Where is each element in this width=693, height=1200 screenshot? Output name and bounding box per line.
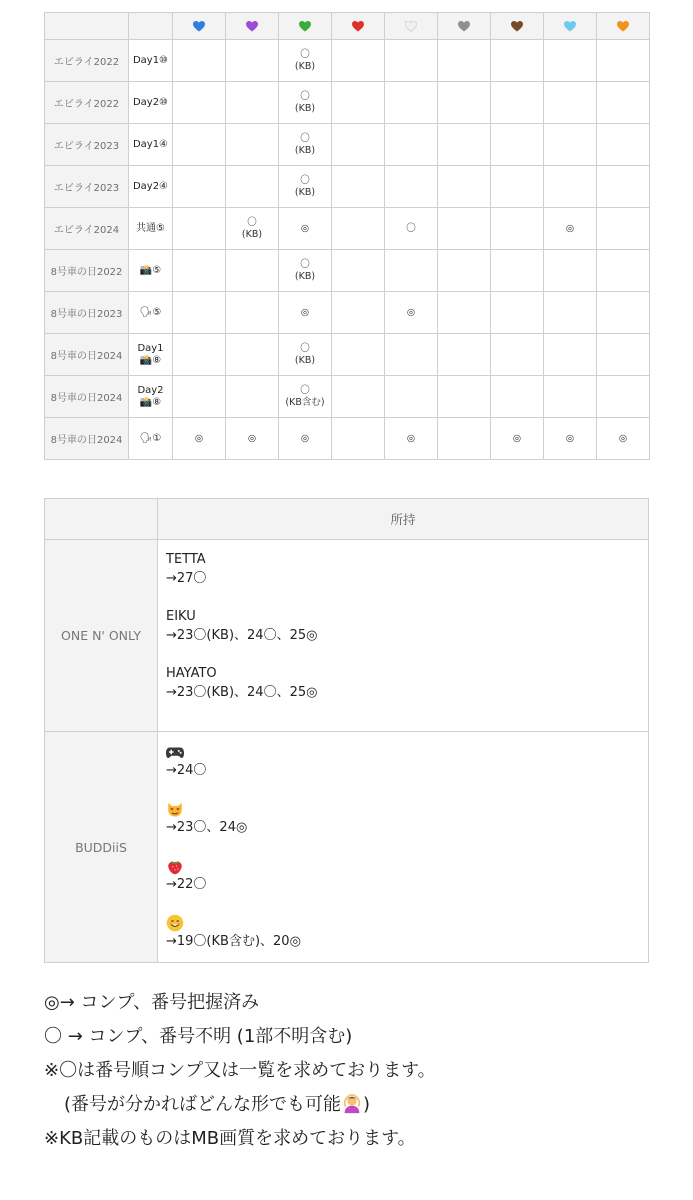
status-cell xyxy=(597,208,650,250)
status-cell xyxy=(544,166,597,208)
status-cell xyxy=(544,292,597,334)
day-label: 共通⑤ xyxy=(136,222,165,234)
event-day xyxy=(129,124,173,166)
event-name: 8号車の日2022 xyxy=(45,250,129,292)
status-cell xyxy=(438,418,491,460)
status-cell xyxy=(597,292,650,334)
event-day xyxy=(129,292,173,334)
grey-heart-icon-header xyxy=(438,13,491,40)
status-cell xyxy=(438,40,491,82)
smiling-face-icon xyxy=(166,913,640,932)
status-cell xyxy=(597,124,650,166)
status-cell xyxy=(597,250,650,292)
status-cell: 〇 xyxy=(385,208,438,250)
status-cell xyxy=(544,376,597,418)
day-label: Day2⑩ xyxy=(132,96,169,108)
event-name: エビライ2023 xyxy=(45,166,129,208)
status-cell xyxy=(173,124,226,166)
status-cell xyxy=(491,376,544,418)
status-cell xyxy=(173,166,226,208)
status-cell xyxy=(438,334,491,376)
status-cell xyxy=(544,250,597,292)
holdings-header: 所持 xyxy=(158,499,649,540)
schedule-row xyxy=(45,334,650,376)
holding-value: →23〇(KB)、24〇、25◎ xyxy=(166,628,318,643)
status-cell xyxy=(597,40,650,82)
status-cell xyxy=(332,334,385,376)
member-name: EIKU xyxy=(166,609,196,624)
day-label: 📸⑧ xyxy=(139,396,162,408)
status-cell xyxy=(385,250,438,292)
status-cell xyxy=(332,124,385,166)
red-heart-icon xyxy=(352,17,364,28)
status-cell xyxy=(226,82,279,124)
brown-heart-icon xyxy=(511,17,523,28)
note-line xyxy=(44,1020,684,1054)
status-cell: ◎ xyxy=(385,418,438,460)
header-day-blank xyxy=(129,13,173,40)
purple-heart-icon xyxy=(246,17,258,28)
red-heart-icon-header xyxy=(332,13,385,40)
event-day xyxy=(129,82,173,124)
holding-value: →24〇 xyxy=(166,763,207,778)
schedule-row xyxy=(45,82,650,124)
schedule-row xyxy=(45,208,650,250)
schedule-row xyxy=(45,124,650,166)
schedule-row xyxy=(45,376,650,418)
status-cell xyxy=(385,124,438,166)
white-heart-icon-header xyxy=(385,13,438,40)
status-cell xyxy=(385,40,438,82)
status-cell xyxy=(173,376,226,418)
status-cell xyxy=(332,376,385,418)
group-name: BUDDiiS xyxy=(45,732,158,963)
status-cell: ◎ xyxy=(491,418,544,460)
holding-value: →22〇 xyxy=(166,877,207,892)
holding-entry xyxy=(166,913,640,951)
holdings-table xyxy=(44,498,649,963)
status-cell xyxy=(332,418,385,460)
schedule-row xyxy=(45,40,650,82)
event-day xyxy=(129,418,173,460)
holding-entry xyxy=(166,607,640,645)
status-cell xyxy=(226,40,279,82)
holding-value: →23〇(KB)、24〇、25◎ xyxy=(166,685,318,700)
holding-entry xyxy=(166,550,640,588)
status-cell: 〇 (KB) xyxy=(279,166,332,208)
status-cell xyxy=(332,40,385,82)
holdings-group-row xyxy=(45,732,649,963)
status-cell xyxy=(491,166,544,208)
status-cell: ◎ xyxy=(544,208,597,250)
green-heart-icon xyxy=(299,17,311,28)
status-cell: ◎ xyxy=(279,418,332,460)
status-cell xyxy=(173,292,226,334)
status-cell xyxy=(173,250,226,292)
status-cell xyxy=(173,334,226,376)
event-name: エビライ2022 xyxy=(45,82,129,124)
status-cell xyxy=(332,166,385,208)
status-cell xyxy=(491,82,544,124)
group-name: ONE N' ONLY xyxy=(45,540,158,732)
status-cell xyxy=(226,292,279,334)
event-day xyxy=(129,376,173,418)
status-cell xyxy=(544,334,597,376)
white-heart-icon xyxy=(405,17,417,28)
heart-eyes-cat-icon xyxy=(166,799,640,818)
holding-entry xyxy=(166,742,640,780)
event-name: エビライ2022 xyxy=(45,40,129,82)
group-entries xyxy=(158,732,649,963)
note-text: ◎→ コンプ、番号把握済み xyxy=(44,992,260,1013)
status-cell: ◎ xyxy=(385,292,438,334)
status-cell xyxy=(226,166,279,208)
note-line xyxy=(44,1122,684,1156)
status-cell xyxy=(438,166,491,208)
person-gesturing-ok-icon xyxy=(341,1092,363,1114)
strawberry-icon xyxy=(166,856,640,875)
status-cell xyxy=(226,334,279,376)
status-cell xyxy=(173,82,226,124)
day-label: Day1 xyxy=(137,342,164,354)
status-cell xyxy=(438,376,491,418)
event-name: 8号車の日2024 xyxy=(45,376,129,418)
schedule-table xyxy=(44,12,650,460)
status-cell xyxy=(438,124,491,166)
note-text-end: ) xyxy=(363,1094,371,1115)
status-cell xyxy=(491,124,544,166)
event-day xyxy=(129,208,173,250)
status-cell: 〇 (KB) xyxy=(279,250,332,292)
member-name: TETTA xyxy=(166,552,206,567)
grey-heart-icon xyxy=(458,17,470,28)
schedule-row xyxy=(45,418,650,460)
header-event-blank xyxy=(45,13,129,40)
day-label: Day1⑩ xyxy=(132,54,169,66)
holding-entry xyxy=(166,799,640,837)
status-cell xyxy=(226,376,279,418)
purple-heart-icon-header xyxy=(226,13,279,40)
status-cell xyxy=(597,166,650,208)
status-cell: 〇 (KB) xyxy=(279,124,332,166)
event-name: 8号車の日2024 xyxy=(45,418,129,460)
day-label: Day2④ xyxy=(132,180,169,192)
status-cell xyxy=(332,208,385,250)
status-cell xyxy=(385,334,438,376)
status-cell xyxy=(544,124,597,166)
status-cell xyxy=(438,208,491,250)
holding-value: →27〇 xyxy=(166,571,207,586)
note-line xyxy=(44,1088,684,1122)
holdings-header-blank xyxy=(45,499,158,540)
light-blue-heart-icon-header xyxy=(544,13,597,40)
status-cell: ◎ xyxy=(544,418,597,460)
group-entries xyxy=(158,540,649,732)
status-cell xyxy=(332,250,385,292)
event-day xyxy=(129,250,173,292)
blue-heart-icon-header xyxy=(173,13,226,40)
orange-heart-icon xyxy=(617,17,629,28)
event-name: エビライ2023 xyxy=(45,124,129,166)
blue-heart-icon xyxy=(193,17,205,28)
status-cell xyxy=(491,334,544,376)
status-cell: ◎ xyxy=(226,418,279,460)
day-label: 📸⑤ xyxy=(139,264,162,276)
status-cell: 〇 (KB含む) xyxy=(279,376,332,418)
status-cell xyxy=(385,166,438,208)
day-label: 🗣⑤ xyxy=(139,306,162,318)
status-cell xyxy=(385,82,438,124)
status-cell: ◎ xyxy=(173,418,226,460)
light-blue-heart-icon xyxy=(564,17,576,28)
holding-entry xyxy=(166,664,640,702)
status-cell: ◎ xyxy=(597,418,650,460)
holding-entry xyxy=(166,856,640,894)
schedule-row xyxy=(45,292,650,334)
status-cell xyxy=(597,82,650,124)
status-cell xyxy=(173,40,226,82)
status-cell xyxy=(491,40,544,82)
orange-heart-icon-header xyxy=(597,13,650,40)
status-cell: ◎ xyxy=(279,292,332,334)
note-text: ※KB記載のものはMB画質を求めております。 xyxy=(44,1128,416,1149)
day-label: Day1④ xyxy=(132,138,169,150)
status-cell: 〇 (KB) xyxy=(279,40,332,82)
status-cell xyxy=(597,376,650,418)
status-cell: 〇 (KB) xyxy=(226,208,279,250)
status-cell xyxy=(491,292,544,334)
status-cell xyxy=(226,250,279,292)
member-name: HAYATO xyxy=(166,666,217,681)
status-cell xyxy=(332,292,385,334)
status-cell xyxy=(332,82,385,124)
day-label: 🗣① xyxy=(139,432,162,444)
brown-heart-icon-header xyxy=(491,13,544,40)
note-text: 〇 → コンプ、番号不明 (1部不明含む) xyxy=(44,1026,353,1047)
event-name: エビライ2024 xyxy=(45,208,129,250)
note-text: ※〇は番号順コンプ又は一覧を求めております。 xyxy=(44,1060,436,1081)
holdings-group-row xyxy=(45,540,649,732)
status-cell: 〇 (KB) xyxy=(279,82,332,124)
game-controller-icon xyxy=(166,742,640,761)
holding-value: →19〇(KB含む)、20◎ xyxy=(166,934,301,949)
status-cell xyxy=(173,208,226,250)
note-line xyxy=(44,986,684,1020)
holding-value: →23〇、24◎ xyxy=(166,820,248,835)
day-label: 📸⑧ xyxy=(139,354,162,366)
event-name: 8号車の日2023 xyxy=(45,292,129,334)
status-cell xyxy=(597,334,650,376)
notes xyxy=(44,986,684,1156)
status-cell xyxy=(385,376,438,418)
status-cell xyxy=(544,40,597,82)
status-cell xyxy=(438,292,491,334)
event-day xyxy=(129,334,173,376)
event-name: 8号車の日2024 xyxy=(45,334,129,376)
schedule-row xyxy=(45,166,650,208)
status-cell xyxy=(226,124,279,166)
status-cell: 〇 (KB) xyxy=(279,334,332,376)
status-cell xyxy=(491,250,544,292)
green-heart-icon-header xyxy=(279,13,332,40)
note-line xyxy=(44,1054,684,1088)
status-cell: ◎ xyxy=(279,208,332,250)
status-cell xyxy=(438,82,491,124)
day-label: Day2 xyxy=(137,384,164,396)
event-day xyxy=(129,166,173,208)
schedule-row xyxy=(45,250,650,292)
status-cell xyxy=(544,82,597,124)
note-text: (番号が分かればどんな形でも可能 xyxy=(64,1094,342,1115)
status-cell xyxy=(438,250,491,292)
status-cell xyxy=(491,208,544,250)
event-day xyxy=(129,40,173,82)
